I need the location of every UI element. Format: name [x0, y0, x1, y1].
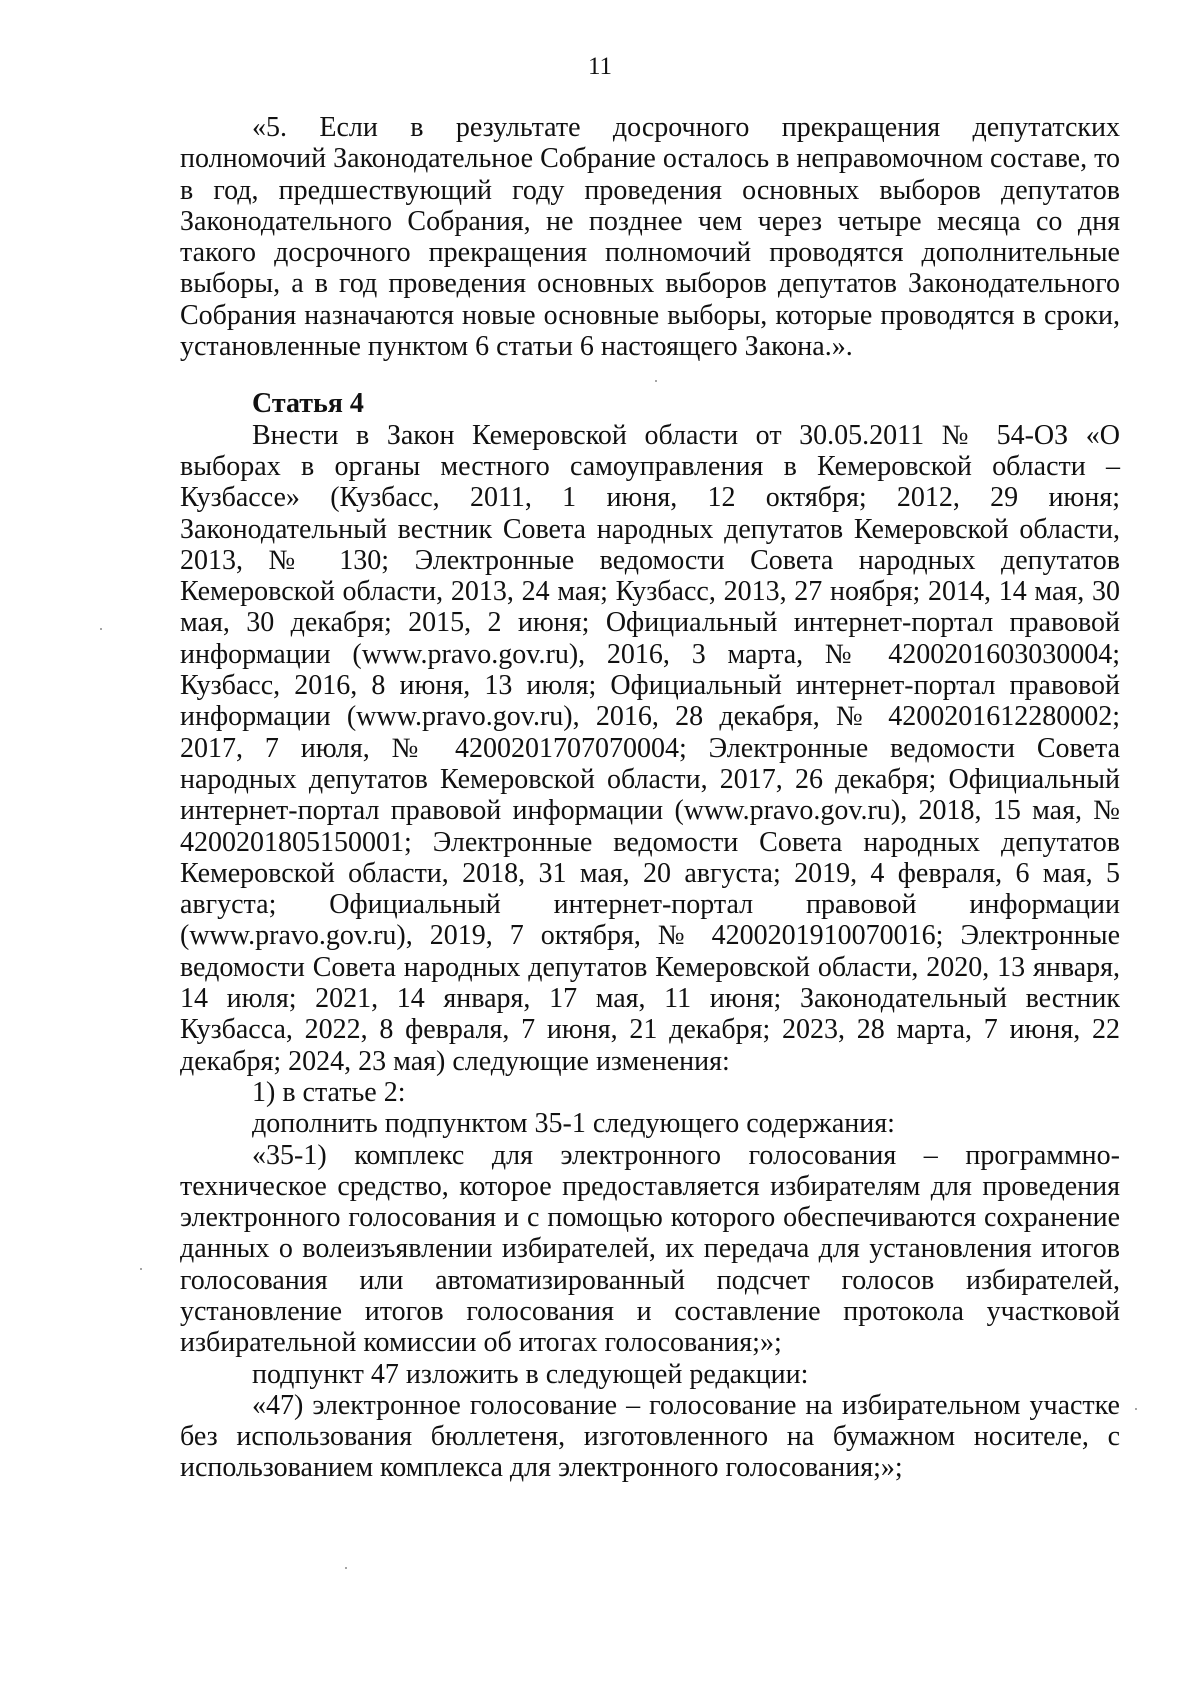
- add-subitem-intro: дополнить подпунктом 35-1 следующего содержания:: [252, 1108, 895, 1140]
- article-body: Внести в Закон Кемеровской области от 30.05.2011 № 54-ОЗ «О выборах в органы местного самоуправления в Кемеровской области – Кузбассе» (Кузбасс, 2011, 1 июня, 12 октября; 2012, 29 июня; Законодательный вестник Совета народных депутатов Кемеровской области, 2013, № 130; Электронные ведомости Совета народных депутатов Кемеровской области, 2013, 24 мая; Кузбасс, 2013, 27 ноября; 2014, 14 мая, 30 мая, 30 декабря; 2015, 2 июня; Официальный интернет-портал правовой информации (www.pravo.gov.ru), 2016, 3 марта, № 4200201603030004; Кузбасс, 2016, 8 июня, 13 июля; Официальный интернет-портал правовой информации (www.pravo.gov.ru), 2016, 28 декабря, № 4200201612280002; 2017, 7 июля, № 4200201707070004; Электронные ведомости Совета народных депутатов Кемеровской области, 2017, 26 декабря; Официальный интернет-портал правовой информации (www.pravo.gov.ru), 2018, 15 мая, № 4200201805150001; Электронные ведомости Совета народных депутатов Кемеровской области, 2018, 31 мая, 20 августа; 2019, 4 февраля, 6 мая, 5 августа; Официальный интернет-портал правовой информации (www.pravo.gov.ru), 2019, 7 октября, № 4200201910070016; Электронные ведомости Совета народных депутатов Кемеровской области, 2020, 13 января, 14 июля; 2021, 14 января, 17 мая, 11 июня; Законодательный вестник Кузбасса, 2022, 8 февраля, 7 июня, 21 декабря; 2023, 28 марта, 7 июня, 22 декабря; 2024, 23 мая) следующие изменения:: [180, 419, 1120, 1077]
- subitem-47: «47) электронное голосование – голосование на избирательном участке без использования бюллетеня, изготовленного на бумажном носителе, с использованием комплекса для электронного голосования;»;: [180, 1389, 1120, 1484]
- page-number: 11: [587, 53, 613, 80]
- paragraph-amendment-5: «5. Если в результате досрочного прекращения депутатских полномочий Законодательное Собрание осталось в неправомочном составе, то в год, предшествующий году проведения основных выборов депутатов Законодательного Собрания, не позднее чем через четыре месяца со дня такого досрочного прекращения полномочий проводятся дополнительные выборы, а в год проведения основных выборов депутатов Законодательного Собрания назначаются новые основные выборы, которые проводятся в сроки, установленные пунктом 6 статьи 6 настоящего Закона.».: [180, 112, 1120, 363]
- scan-speck: [100, 628, 102, 630]
- article-heading: Статья 4: [252, 388, 364, 420]
- subitem-47-intro: подпункт 47 изложить в следующей редакции:: [252, 1358, 809, 1390]
- scan-speck: [140, 1268, 142, 1270]
- scan-speck: [1135, 1408, 1137, 1410]
- list-item-1: 1) в статье 2:: [252, 1076, 406, 1108]
- scan-speck: [655, 380, 657, 382]
- document-body: [180, 112, 1120, 1484]
- scan-speck: [345, 1567, 347, 1569]
- subitem-35-1: «35-1) комплекс для электронного голосования – программно-техническое средство, которое предоставляется избирателям для проведения электронного голосования и с помощью которого обеспечиваются сохранение данных о волеизъявлении избирателей, их передача для установления итогов голосования или автоматизированный подсчет голосов избирателей, установление итогов голосования и составление протокола участковой избирательной комиссии об итогах голосования;»;: [180, 1139, 1120, 1359]
